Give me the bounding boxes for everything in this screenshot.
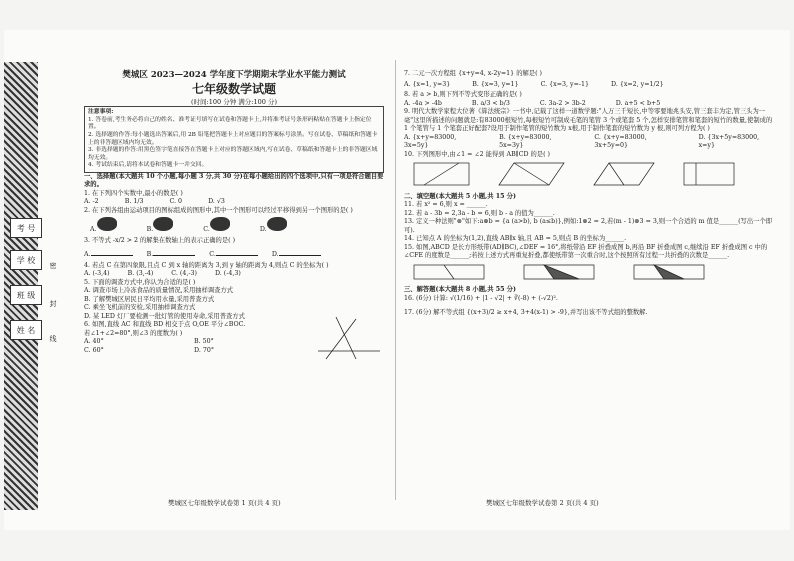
sport-icon [210,217,230,231]
option: B. {x=3, y=1} [472,80,519,88]
page-divider [395,60,396,500]
question-2: 2. 在下列各组由运动项目的图标组成的图形中,其中一个图形可以经过平移得到另一个图形的是( ) [84,206,353,214]
option: C. {x=3, y=-1} [540,80,589,88]
option: C. [203,226,210,234]
question-7: 7. 二元一次方程组 {x+y=4, x-2y=1} 的解是( ) [404,70,542,77]
option: B. [146,251,154,259]
side-label-name: 姓 名 [10,320,42,340]
option: A. 调查市场上冷冻食品的质量情况,采用抽样调查方式 [84,287,234,295]
sport-icon [153,217,173,231]
option: D. √3 [208,198,225,206]
q9-options [404,134,776,151]
option: B. (3,-4) [127,270,154,278]
angle-figure [316,315,382,361]
notice-item: 2. 选择题的作答:每小题选出答案后,用 2B 铅笔把答题卡上对应题目的答案标号涂黑。写在试卷、草稿纸和答题卡上的非答题区域内均无效。 [88,132,378,146]
notice-item: 3. 非选择题的作答:用黑色签字笔直接答在答题卡上对应的答题区域内,写在试卷、草稿纸和答题卡上的非答题区域均无效。 [88,147,378,161]
question-6: 6. 如图,直线 AC 和直线 BD 相交于点 O,OE 平分∠BOC. [84,321,246,329]
q3-numberlines [84,247,384,260]
option: A. {x=1, y=3} [404,80,451,88]
option: D. {x=2, y=1/2} [611,80,664,88]
seal-mark-1: 密 [49,262,57,269]
option: D. {3x+5y=83000, x=y} [698,133,760,149]
option: A. 40° [84,338,104,346]
q1-options [84,198,384,207]
left-page [84,70,384,355]
question-16: 16. (6分) 计算: √(1/16) + |1 - √2| + ∛(-8) + (-√2)². [404,294,558,302]
folding-figures [404,261,744,283]
option: C. 乘坐飞机前的安检,采用抽样调查方式 [84,304,196,312]
option: C. 3a-2 > 3b-2 [539,99,586,107]
option: D. (-4,3) [214,270,241,278]
exam-header: 樊城区 2023—2024 学年度下学期期末学业水平能力测试 [122,70,346,80]
option: C. {x+y=83000, 3x+5y=0} [594,133,647,149]
seal-mark-2: 封 [49,300,57,307]
option: B. {x+y=83000, 5x=3y} [499,133,552,149]
left-footer: 樊城区七年级数学试卷第 1 页(共 4 页) [168,499,281,507]
option: C. 60° [84,346,104,354]
question-10: 10. 下列图形中,由∠1 = ∠2 能得到 AB∥CD 的是( ) [404,150,550,158]
question-5: 5. 下面的调查方式中,你认为合适的是( ) [84,278,196,286]
q7-options [404,81,776,90]
sport-icon [267,217,287,231]
notice-box [84,106,384,172]
question-12: 12. 若 a - 3b = 2,3a - b = 6,则 b - a 的值为______. [404,209,555,217]
q2-figures [90,217,384,235]
section-fill: 二、填空题(本大题共 5 小题,共 15 分) [404,192,516,200]
section-choice: 一、选择题(本大题共 10 个小题,每小题 3 分,共 30 分)在每小题给出的四个选项中,只有一项是符合题目要求的。 [84,172,384,189]
option: B. [146,226,154,234]
sport-icon [97,217,117,231]
question-6-cont: 若∠1+∠2=80°,则∠3 的度数为( ) [84,329,183,337]
side-label-exam-id: 考 号 [10,218,42,238]
option: D. a+5 < b+5 [615,99,661,107]
question-13: 13. 定义一种法则"⊗"如下:a⊗b = {a (a>b), b (a≤b)},例如:1⊗2 = 2,若(m - 1)⊗3 = 3,则一个合适的 m 值是______(写出一个即可). [404,218,773,234]
parallel-lines-figures [404,159,744,189]
option: C. (4,-3) [171,270,197,278]
section-solve: 三、解答题(本大题共 8 小题,共 55 分) [404,286,516,293]
notice-item: 1. 答卷前,考生务必将自己的姓名、准考证号填写在试卷和答题卡上,并将准考证号条形码粘贴在答题卡上指定位置。 [88,116,372,131]
right-page [404,70,776,318]
q8-options [404,100,776,109]
q4-options [84,270,384,279]
question-4: 4. 若点 C 在第四象限,且点 C 到 x 轴的距离为 3,到 y 轴的距离为 4,则点 C 的坐标为( ) [84,261,329,269]
exam-title: 七年级数学试题 [191,82,276,97]
option: D. 某 LED 灯厂要检测一批灯管的使用寿命,采用普查方式 [84,312,245,320]
option: A. {x+y=83000, 3x=5y} [404,133,457,149]
side-label-school: 学 校 [10,250,42,270]
exam-time: (时间:100 分钟 满分:100 分) [191,97,277,106]
right-footer: 樊城区七年级数学试卷第 2 页(共 4 页) [486,499,599,507]
question-9: 9. 明代大数学家程大位著《算法统宗》一书中,记载了这样一道数学题:"人万三千短长,中等零要地兆头安,管三套丰为定,管三头为一毫"这里所描述的问题就是:有83000根短竹,每根短竹可制成毛笔的笔管 3 个或笔套 5 个,怎样安排笔管和笔套的短竹的数量,使制成的 1 个笔管与 1 个笔套正好配套?设用于制作笔管的短竹数为 x根,用于制作笔套的短竹数为 y 根,则可列方程为( ) [404,108,773,132]
option: D. [271,251,279,259]
question-3: 3. 不等式 -x/2 > 2 的解集在数轴上的表示正确的是( ) [84,236,236,244]
option: D. [259,226,267,234]
option: B. 了解樊城区居民日平均用水量,采用普查方式 [84,295,215,303]
option: A. (-3,4) [84,270,110,278]
question-15: 15. 如图,ABCD 是长方形纸带(AD∥BC),∠DEF = 16°,将纸带沿 EF 折叠成图 b,再沿 BF 折叠成图 c,继续沿 EF 折叠成图 c 中的∠CFE 的度数是______;若按上述方式再重复折叠,都使纸带第一次重合时,这个按照所有过程一共折叠的次数是______. [404,243,768,259]
side-label-class: 班 级 [10,285,42,305]
number-line [153,247,195,256]
option: B. 50° [194,338,214,346]
question-17: 17. (6分) 解不等式组 {(x+3)/2 ≥ x+4, 3+4(x-1) > -9},并写出该不等式组的整数解. [404,309,648,316]
question-14: 14. 已知点 A 的坐标为(1,2),直线 AB∥x 轴,且 AB = 5,则点 B 的坐标为______. [404,235,627,242]
question-1: 1. 在下列四个实数中,最小的数是( ) [84,189,183,197]
question-11: 11. 若 x² = 6,则 x = ______. [404,201,488,208]
option: B. 1/3 [124,198,144,206]
option: B. a/3 < b/3 [471,99,510,107]
option: C. 0 [169,198,183,206]
question-8: 8. 若 a > b,则下列不等式变形正确的是( ) [404,91,522,98]
number-line [216,247,258,256]
option: A. -2 [84,198,99,206]
number-line [279,247,321,256]
option: A. -4a > -4b [404,99,442,107]
option: D. 70° [194,346,214,354]
option: A. [90,226,97,234]
notice-heading: 注意事项: [88,109,114,116]
question-6-block [84,321,384,355]
option: C. [209,251,216,259]
notice-item: 4. 考试结束后,请将本试卷和答题卡一并交回。 [88,162,208,169]
option: A. [84,251,91,259]
seal-mark-3: 线 [49,335,57,342]
number-line [91,247,133,256]
